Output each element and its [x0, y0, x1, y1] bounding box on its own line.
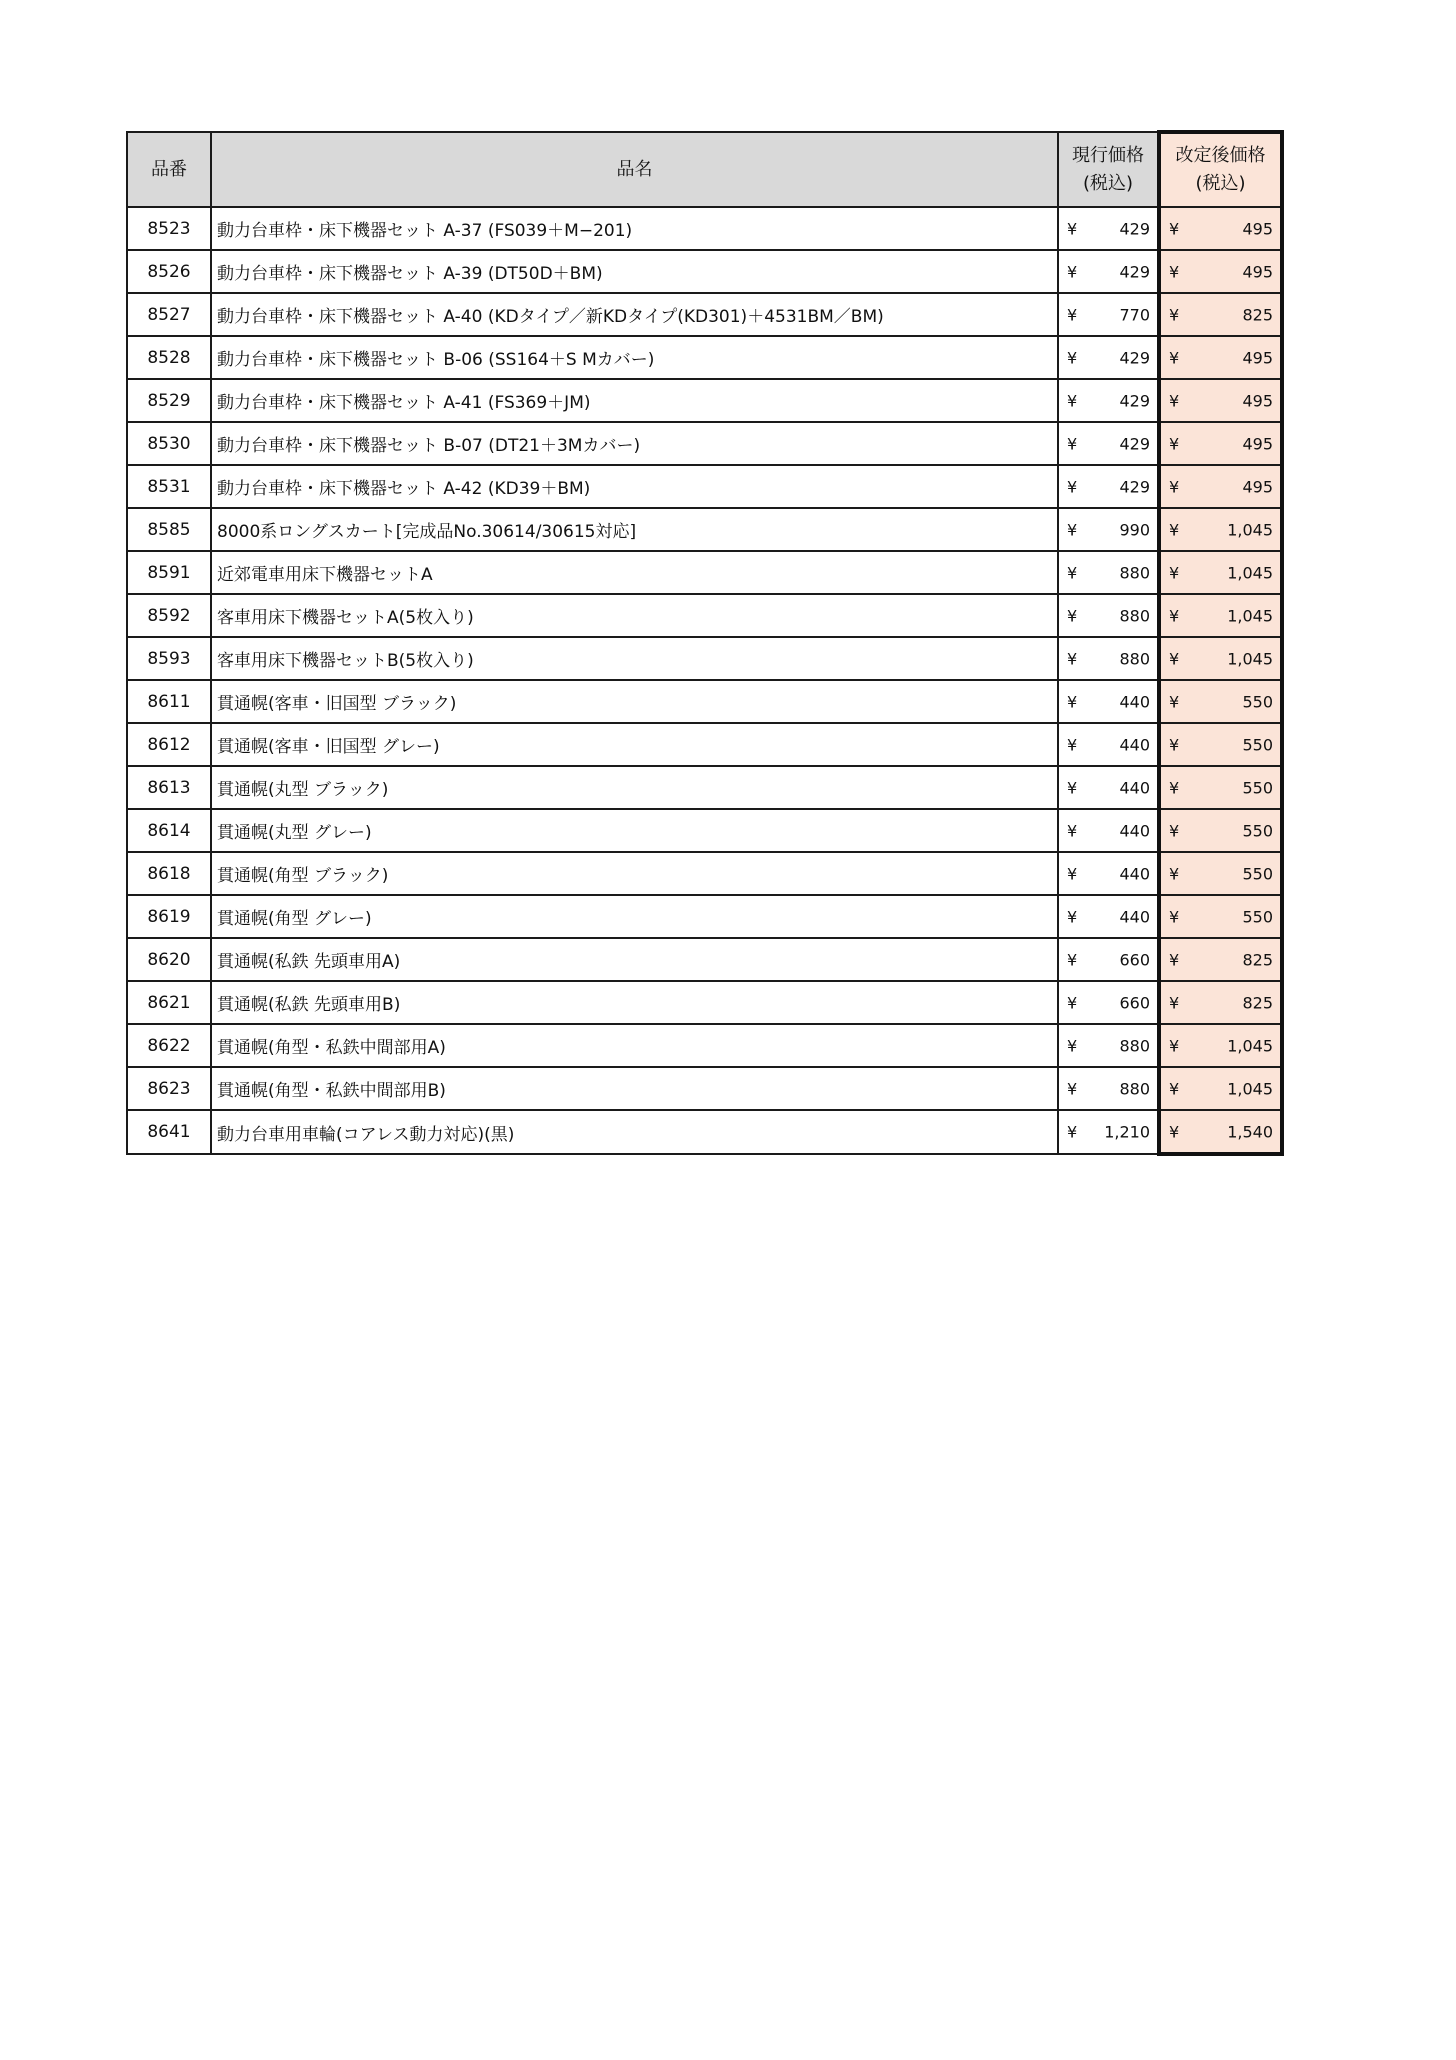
item-name: 貫通幌(角型・私鉄中間部用A) — [211, 1024, 1058, 1067]
item-code: 8529 — [127, 379, 211, 422]
yen-symbol: ¥ — [1067, 477, 1078, 496]
header-current-price-line1: 現行価格 — [1072, 144, 1144, 166]
current-price-cell — [1058, 336, 1159, 379]
yen-symbol: ¥ — [1067, 348, 1078, 367]
current-price-cell — [1058, 379, 1159, 422]
header-current-price — [1058, 132, 1159, 207]
table-row — [127, 809, 1282, 852]
new-price-cell — [1159, 594, 1282, 637]
yen-symbol: ¥ — [1169, 262, 1180, 281]
item-code: 8527 — [127, 293, 211, 336]
current-price-cell — [1058, 637, 1159, 680]
table-row — [127, 250, 1282, 293]
table-row — [127, 895, 1282, 938]
new-price: 550 — [1242, 821, 1273, 840]
item-code: 8530 — [127, 422, 211, 465]
new-price-cell — [1159, 938, 1282, 981]
yen-symbol: ¥ — [1067, 1079, 1078, 1098]
new-price: 495 — [1242, 219, 1273, 238]
item-code: 8620 — [127, 938, 211, 981]
yen-symbol: ¥ — [1169, 821, 1180, 840]
table-row — [127, 594, 1282, 637]
item-name: 客車用床下機器セットB(5枚入り) — [211, 637, 1058, 680]
item-code: 8593 — [127, 637, 211, 680]
new-price-cell — [1159, 1110, 1282, 1154]
new-price-cell — [1159, 637, 1282, 680]
header-current-price-line2: (税込) — [1082, 172, 1134, 194]
new-price-cell — [1159, 293, 1282, 336]
new-price-cell — [1159, 680, 1282, 723]
current-price-cell — [1058, 1067, 1159, 1110]
yen-symbol: ¥ — [1067, 434, 1078, 453]
current-price-cell — [1058, 422, 1159, 465]
table-row — [127, 852, 1282, 895]
header-new-price-line1: 改定後価格 — [1175, 145, 1266, 166]
yen-symbol: ¥ — [1067, 778, 1078, 797]
yen-symbol: ¥ — [1169, 993, 1180, 1012]
yen-symbol: ¥ — [1169, 1122, 1180, 1141]
table-header-row — [127, 132, 1282, 207]
yen-symbol: ¥ — [1169, 434, 1180, 453]
item-code: 8612 — [127, 723, 211, 766]
item-code: 8531 — [127, 465, 211, 508]
current-price: 770 — [1119, 305, 1150, 324]
new-price-cell — [1159, 551, 1282, 594]
item-name: 貫通幌(私鉄 先頭車用B) — [211, 981, 1058, 1024]
yen-symbol: ¥ — [1067, 606, 1078, 625]
item-name: 動力台車枠・床下機器セット A-40 (KDタイプ／新KDタイプ(KD301)＋4531BM／BM) — [211, 293, 1058, 336]
table-row — [127, 508, 1282, 551]
item-name: 貫通幌(角型 グレー) — [211, 895, 1058, 938]
header-new-price — [1159, 132, 1282, 207]
yen-symbol: ¥ — [1169, 391, 1180, 410]
table-row — [127, 981, 1282, 1024]
new-price: 495 — [1242, 477, 1273, 496]
item-code: 8619 — [127, 895, 211, 938]
current-price-cell — [1058, 766, 1159, 809]
yen-symbol: ¥ — [1067, 219, 1078, 238]
current-price: 660 — [1119, 993, 1150, 1012]
current-price-cell — [1058, 508, 1159, 551]
item-code: 8621 — [127, 981, 211, 1024]
table-row — [127, 551, 1282, 594]
item-code: 8611 — [127, 680, 211, 723]
item-code: 8623 — [127, 1067, 211, 1110]
current-price: 990 — [1119, 520, 1150, 539]
yen-symbol: ¥ — [1169, 305, 1180, 324]
current-price-cell — [1058, 1110, 1159, 1154]
current-price-cell — [1058, 293, 1159, 336]
new-price-cell — [1159, 379, 1282, 422]
yen-symbol: ¥ — [1169, 606, 1180, 625]
yen-symbol: ¥ — [1067, 864, 1078, 883]
table-row — [127, 1067, 1282, 1110]
new-price-cell — [1159, 465, 1282, 508]
item-code: 8592 — [127, 594, 211, 637]
current-price-cell — [1058, 938, 1159, 981]
table-row — [127, 723, 1282, 766]
table-row — [127, 938, 1282, 981]
table-row — [127, 637, 1282, 680]
yen-symbol: ¥ — [1067, 305, 1078, 324]
current-price-cell — [1058, 809, 1159, 852]
current-price: 880 — [1119, 1036, 1150, 1055]
new-price: 550 — [1242, 735, 1273, 754]
item-name: 動力台車枠・床下機器セット A-37 (FS039＋M−201) — [211, 207, 1058, 250]
item-code: 8526 — [127, 250, 211, 293]
new-price: 1,045 — [1227, 1079, 1273, 1098]
item-name: 貫通幌(角型 ブラック) — [211, 852, 1058, 895]
new-price-cell — [1159, 809, 1282, 852]
item-code: 8641 — [127, 1110, 211, 1154]
current-price: 429 — [1119, 219, 1150, 238]
item-name: 客車用床下機器セットA(5枚入り) — [211, 594, 1058, 637]
current-price: 880 — [1119, 649, 1150, 668]
yen-symbol: ¥ — [1169, 1079, 1180, 1098]
table-row — [127, 207, 1282, 250]
current-price: 880 — [1119, 606, 1150, 625]
new-price: 550 — [1242, 864, 1273, 883]
yen-symbol: ¥ — [1169, 907, 1180, 926]
item-code: 8622 — [127, 1024, 211, 1067]
header-code: 品番 — [127, 132, 211, 207]
item-name: 貫通幌(客車・旧国型 グレー) — [211, 723, 1058, 766]
new-price: 495 — [1242, 262, 1273, 281]
yen-symbol: ¥ — [1169, 563, 1180, 582]
new-price-cell — [1159, 207, 1282, 250]
new-price: 1,045 — [1227, 520, 1273, 539]
item-name: 貫通幌(丸型 グレー) — [211, 809, 1058, 852]
item-name: 8000系ロングスカート[完成品No.30614/30615対応] — [211, 508, 1058, 551]
current-price-cell — [1058, 250, 1159, 293]
yen-symbol: ¥ — [1169, 735, 1180, 754]
table-row — [127, 1024, 1282, 1067]
new-price: 550 — [1242, 778, 1273, 797]
yen-symbol: ¥ — [1067, 1122, 1078, 1142]
new-price: 825 — [1242, 305, 1273, 324]
yen-symbol: ¥ — [1067, 993, 1078, 1012]
yen-symbol: ¥ — [1169, 649, 1180, 668]
yen-symbol: ¥ — [1067, 821, 1078, 840]
current-price: 660 — [1119, 950, 1150, 969]
current-price: 440 — [1119, 864, 1150, 883]
current-price-cell — [1058, 465, 1159, 508]
table-row — [127, 422, 1282, 465]
item-name: 貫通幌(角型・私鉄中間部用B) — [211, 1067, 1058, 1110]
table-row — [127, 465, 1282, 508]
current-price-cell — [1058, 981, 1159, 1024]
current-price: 1,210 — [1104, 1122, 1150, 1142]
new-price: 1,540 — [1227, 1122, 1273, 1141]
new-price-cell — [1159, 895, 1282, 938]
new-price-cell — [1159, 981, 1282, 1024]
current-price: 440 — [1119, 735, 1150, 754]
price-table — [126, 130, 1284, 1156]
current-price: 429 — [1119, 434, 1150, 453]
new-price: 1,045 — [1227, 606, 1273, 625]
yen-symbol: ¥ — [1067, 520, 1078, 539]
yen-symbol: ¥ — [1067, 563, 1078, 582]
item-code: 8618 — [127, 852, 211, 895]
new-price-cell — [1159, 508, 1282, 551]
current-price-cell — [1058, 594, 1159, 637]
yen-symbol: ¥ — [1169, 692, 1180, 711]
yen-symbol: ¥ — [1169, 219, 1180, 238]
yen-symbol: ¥ — [1067, 692, 1078, 711]
current-price: 429 — [1119, 262, 1150, 281]
yen-symbol: ¥ — [1067, 735, 1078, 754]
table-body — [127, 207, 1282, 1154]
current-price: 440 — [1119, 692, 1150, 711]
new-price: 1,045 — [1227, 649, 1273, 668]
new-price-cell — [1159, 852, 1282, 895]
current-price: 429 — [1119, 348, 1150, 367]
header-name: 品名 — [211, 132, 1058, 207]
current-price: 429 — [1119, 477, 1150, 496]
yen-symbol: ¥ — [1169, 1036, 1180, 1055]
current-price-cell — [1058, 680, 1159, 723]
new-price-cell — [1159, 336, 1282, 379]
new-price-cell — [1159, 422, 1282, 465]
new-price: 550 — [1242, 907, 1273, 926]
item-name: 貫通幌(丸型 ブラック) — [211, 766, 1058, 809]
item-code: 8528 — [127, 336, 211, 379]
yen-symbol: ¥ — [1067, 262, 1078, 281]
item-code: 8523 — [127, 207, 211, 250]
table-row — [127, 293, 1282, 336]
item-name: 動力台車枠・床下機器セット A-39 (DT50D＋BM) — [211, 250, 1058, 293]
item-name: 動力台車枠・床下機器セット B-06 (SS164＋S Mカバー) — [211, 336, 1058, 379]
table-row — [127, 766, 1282, 809]
new-price-cell — [1159, 1024, 1282, 1067]
yen-symbol: ¥ — [1169, 520, 1180, 539]
yen-symbol: ¥ — [1169, 477, 1180, 496]
yen-symbol: ¥ — [1067, 649, 1078, 668]
yen-symbol: ¥ — [1067, 1036, 1078, 1055]
new-price-cell — [1159, 723, 1282, 766]
yen-symbol: ¥ — [1067, 907, 1078, 926]
current-price-cell — [1058, 1024, 1159, 1067]
item-code: 8591 — [127, 551, 211, 594]
current-price-cell — [1058, 207, 1159, 250]
new-price: 825 — [1242, 950, 1273, 969]
item-name: 貫通幌(私鉄 先頭車用A) — [211, 938, 1058, 981]
current-price: 440 — [1119, 778, 1150, 797]
new-price: 1,045 — [1227, 1036, 1273, 1055]
new-price: 495 — [1242, 348, 1273, 367]
yen-symbol: ¥ — [1169, 348, 1180, 367]
item-name: 動力台車用車輪(コアレス動力対応)(黒) — [211, 1110, 1058, 1154]
item-code: 8585 — [127, 508, 211, 551]
table-row — [127, 680, 1282, 723]
new-price: 495 — [1242, 391, 1273, 410]
item-name: 動力台車枠・床下機器セット A-42 (KD39＋BM) — [211, 465, 1058, 508]
current-price: 440 — [1119, 821, 1150, 840]
new-price: 1,045 — [1227, 563, 1273, 582]
new-price: 495 — [1242, 434, 1273, 453]
current-price: 880 — [1119, 1079, 1150, 1098]
new-price: 550 — [1242, 692, 1273, 711]
item-name: 動力台車枠・床下機器セット B-07 (DT21＋3Mカバー) — [211, 422, 1058, 465]
item-name: 近郊電車用床下機器セットA — [211, 551, 1058, 594]
item-code: 8613 — [127, 766, 211, 809]
yen-symbol: ¥ — [1067, 391, 1078, 410]
new-price: 825 — [1242, 993, 1273, 1012]
price-revision-sheet — [126, 130, 1281, 1156]
current-price-cell — [1058, 723, 1159, 766]
item-name: 貫通幌(客車・旧国型 ブラック) — [211, 680, 1058, 723]
table-row — [127, 336, 1282, 379]
yen-symbol: ¥ — [1169, 864, 1180, 883]
current-price-cell — [1058, 551, 1159, 594]
new-price-cell — [1159, 1067, 1282, 1110]
item-code: 8614 — [127, 809, 211, 852]
table-row — [127, 1110, 1282, 1154]
current-price-cell — [1058, 852, 1159, 895]
new-price-cell — [1159, 766, 1282, 809]
table-row — [127, 379, 1282, 422]
item-name: 動力台車枠・床下機器セット A-41 (FS369＋JM) — [211, 379, 1058, 422]
current-price-cell — [1058, 895, 1159, 938]
current-price: 880 — [1119, 563, 1150, 582]
yen-symbol: ¥ — [1169, 778, 1180, 797]
new-price-cell — [1159, 250, 1282, 293]
header-new-price-line2: (税込) — [1195, 173, 1246, 194]
current-price: 440 — [1119, 907, 1150, 926]
current-price: 429 — [1119, 391, 1150, 410]
yen-symbol: ¥ — [1169, 950, 1180, 969]
yen-symbol: ¥ — [1067, 950, 1078, 969]
